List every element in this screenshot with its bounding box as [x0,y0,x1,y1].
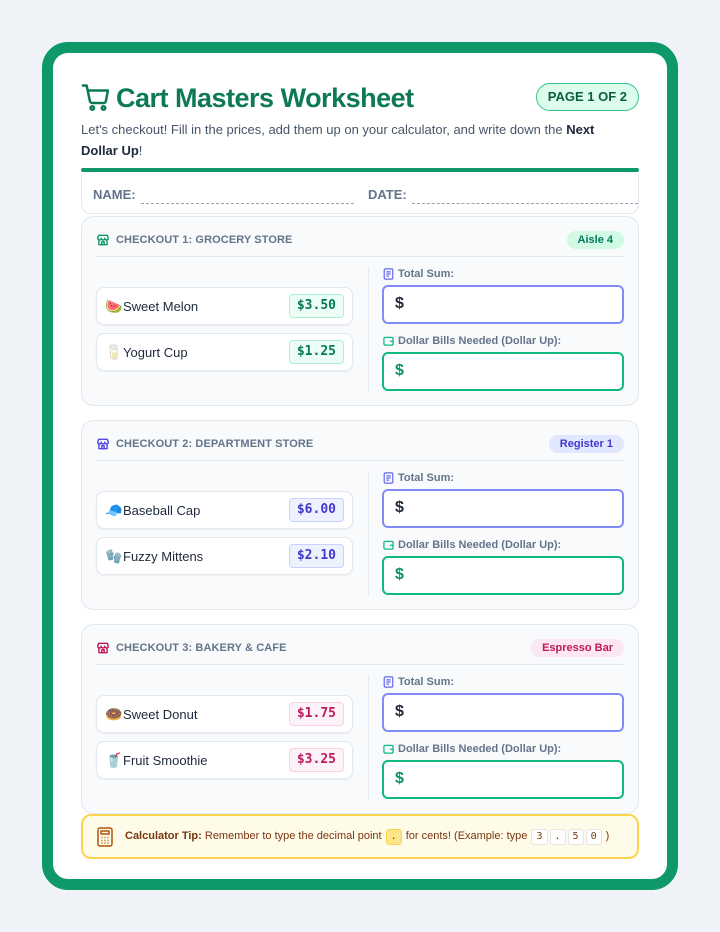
tip-text: Calculator Tip: Remember to type the decimal point . for cents! (Example: type 3 . 5 0 ) [125,829,609,845]
date-label: DATE: [368,187,407,202]
intro-bold: Next Dollar Up [81,122,595,158]
list-item [96,333,353,371]
total-sum-input[interactable]: $ [382,285,624,324]
price-tag: $1.25 [289,340,344,364]
decimal-key: . [386,829,402,845]
smoothie-icon: 🥤 [105,752,123,768]
header [81,81,639,181]
key: 5 [568,829,584,845]
shopping-cart-icon [81,83,111,113]
calculator-icon [97,827,113,847]
donut-icon: 🍩 [105,706,123,722]
worksheet [42,42,678,890]
dollar-up-input[interactable]: $ [382,556,624,595]
name-date-bar [81,174,639,214]
column-divider [368,675,369,799]
store-icon [96,233,110,247]
key: 3 [531,829,547,845]
date-field[interactable] [412,203,638,204]
checkout-card-1 [81,216,639,406]
wallet-icon [383,743,394,755]
column-divider [368,267,369,391]
checkout-tag: Register 1 [549,435,624,453]
dollar-up-input[interactable]: $ [382,352,624,391]
checkout-title: CHECKOUT 1: GROCERY STORE [116,234,293,246]
checkout-card-2 [81,420,639,610]
page-badge: PAGE 1 OF 2 [536,83,639,111]
key: 0 [586,829,602,845]
price-tag: $2.10 [289,544,344,568]
list-item [96,491,353,529]
list-item [96,537,353,575]
checkout-tag: Aisle 4 [567,231,624,249]
calculator-tip [81,814,639,859]
checkout-title: CHECKOUT 3: BAKERY & CAFE [116,642,287,654]
checkout-header [96,231,624,257]
receipt-icon [383,472,394,484]
dollar-up-label: Dollar Bills Needed (Dollar Up): [398,335,562,347]
checkout-header [96,435,624,461]
item-name: Yogurt Cup [123,345,188,360]
dollar-up-label: Dollar Bills Needed (Dollar Up): [398,743,562,755]
page-title: Cart Masters Worksheet [116,83,414,113]
dollar-up-input[interactable]: $ [382,760,624,799]
dollar-up-label: Dollar Bills Needed (Dollar Up): [398,539,562,551]
checkout-card-3 [81,624,639,814]
total-sum-input[interactable]: $ [382,693,624,732]
key: . [550,829,566,845]
store-icon [96,437,110,451]
list-item [96,287,353,325]
total-sum-label: Total Sum: [398,472,455,484]
item-name: Fruit Smoothie [123,753,208,768]
intro-text: Let's checkout! Fill in the prices, add them up on your calculator, and write down the Next Dollar Up! [81,122,595,158]
total-sum-input[interactable]: $ [382,489,624,528]
item-name: Sweet Donut [123,707,198,722]
item-name: Sweet Melon [123,299,199,314]
checkout-tag: Espresso Bar [531,639,624,657]
column-divider [368,471,369,595]
header-rule [81,168,639,172]
price-tag: $1.75 [289,702,344,726]
total-sum-label: Total Sum: [398,676,455,688]
item-name: Baseball Cap [123,503,201,518]
wallet-icon [383,539,394,551]
list-item [96,695,353,733]
checkout-header [96,639,624,665]
cap-icon: 🧢 [105,502,123,518]
checkout-title: CHECKOUT 2: DEPARTMENT STORE [116,438,314,450]
price-tag: $3.25 [289,748,344,772]
milk-cup-icon: 🥛 [105,344,123,360]
name-field[interactable] [141,203,354,204]
tip-label: Calculator Tip: [125,830,202,842]
receipt-icon [383,268,394,280]
mittens-icon: 🧤 [105,548,123,564]
list-item [96,741,353,779]
receipt-icon [383,676,394,688]
wallet-icon [383,335,394,347]
name-label: NAME: [93,187,136,202]
price-tag: $3.50 [289,294,344,318]
price-tag: $6.00 [289,498,344,522]
store-icon [96,641,110,655]
watermelon-icon: 🍉 [105,298,123,314]
item-name: Fuzzy Mittens [123,549,204,564]
total-sum-label: Total Sum: [398,268,455,280]
